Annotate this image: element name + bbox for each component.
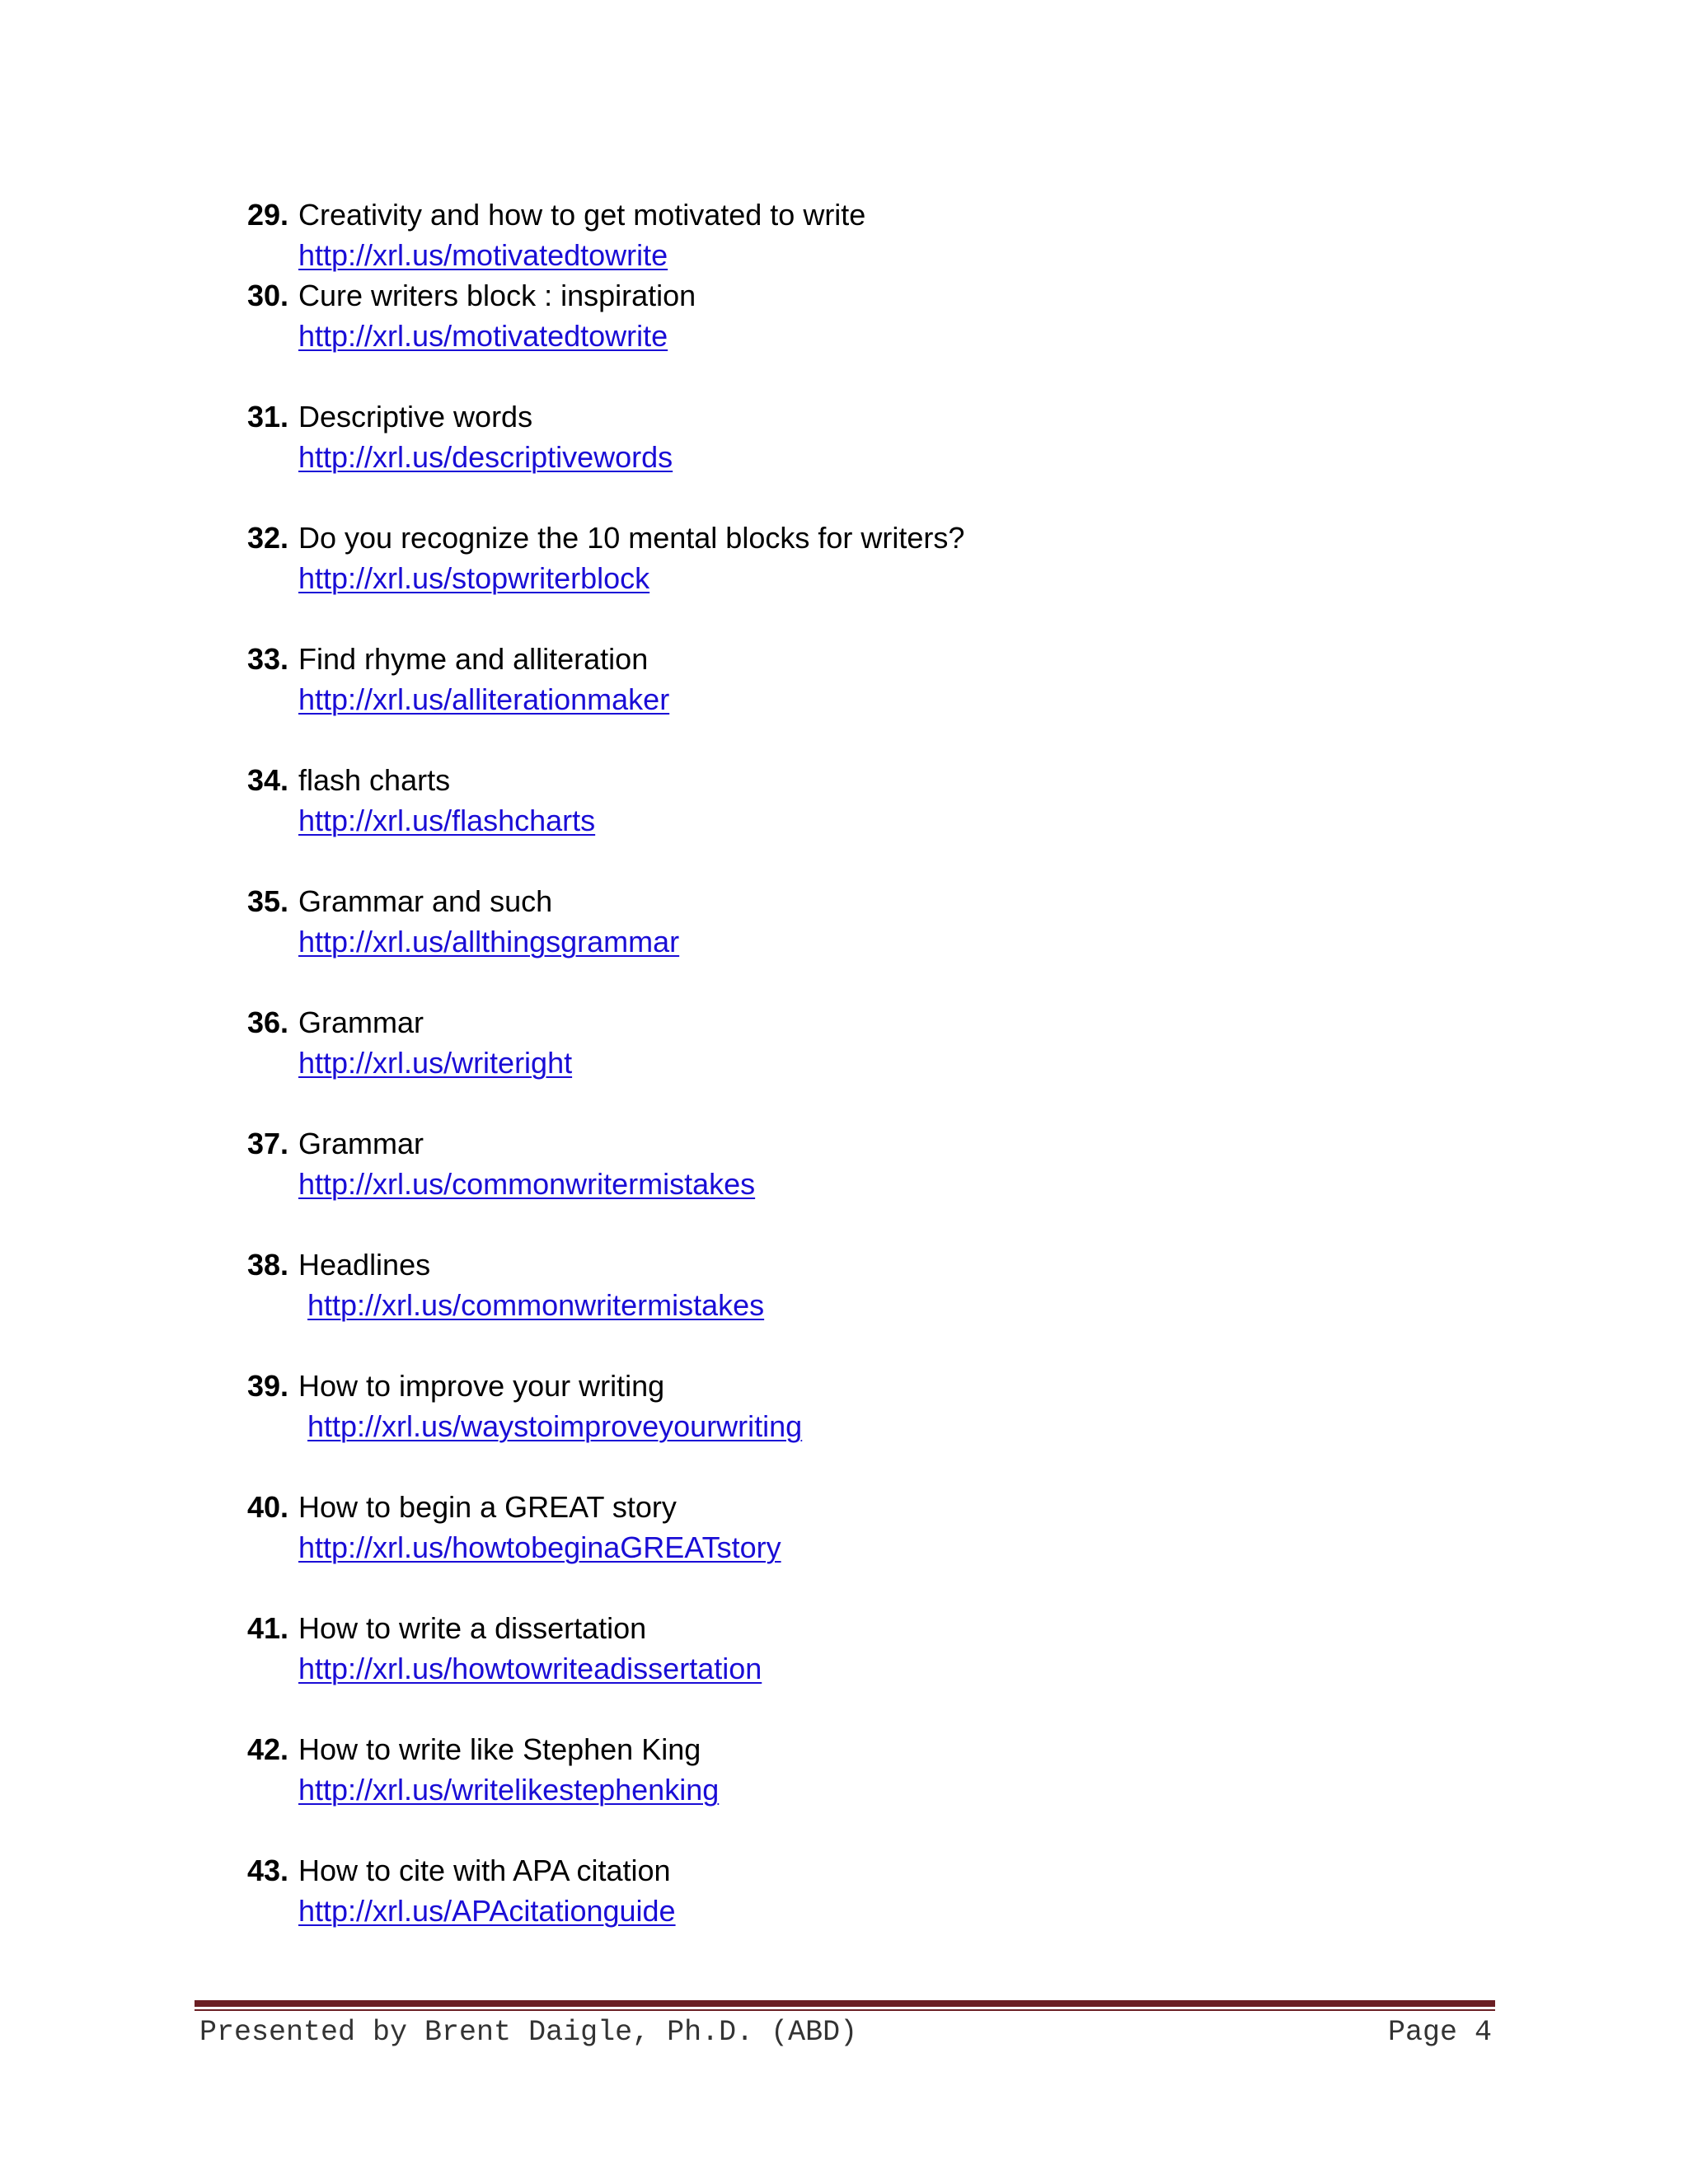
item-number: 34.: [247, 763, 289, 797]
item-link[interactable]: http://xrl.us/allthingsgrammar: [298, 925, 680, 958]
item-link[interactable]: http://xrl.us/commonwritermistakes: [298, 1167, 756, 1201]
item-title: Grammar: [298, 1005, 424, 1039]
item-title: Find rhyme and alliteration: [298, 642, 649, 676]
item-number: 40.: [247, 1490, 289, 1524]
item-number: 35.: [247, 884, 289, 918]
list-item: [247, 1608, 1484, 1689]
resource-list: [247, 194, 1484, 1931]
list-item: [247, 1123, 1484, 1204]
item-title: Cure writers block : inspiration: [298, 279, 696, 312]
item-title: Grammar: [298, 1127, 424, 1160]
item-link[interactable]: http://xrl.us/flashcharts: [298, 804, 596, 837]
item-title: Do you recognize the 10 mental blocks for writers?: [298, 521, 965, 555]
list-item: [247, 760, 1484, 841]
item-link[interactable]: http://xrl.us/descriptivewords: [298, 440, 673, 474]
item-title: Creativity and how to get motivated to write: [298, 198, 866, 232]
footer-divider: [195, 2000, 1495, 2007]
item-link[interactable]: http://xrl.us/howtobeginaGREATstory: [298, 1530, 781, 1564]
item-number: 29.: [247, 198, 289, 232]
item-number: 36.: [247, 1005, 289, 1039]
item-link[interactable]: http://xrl.us/motivatedtowrite: [298, 319, 668, 353]
item-link[interactable]: http://xrl.us/writelikestephenking: [298, 1773, 720, 1807]
footer-divider-thin: [195, 2009, 1495, 2011]
item-number: 30.: [247, 279, 289, 312]
item-title: How to write a dissertation: [298, 1611, 647, 1645]
list-item: [247, 1366, 1484, 1446]
item-number: 32.: [247, 521, 289, 555]
item-link[interactable]: http://xrl.us/motivatedtowrite: [298, 238, 668, 272]
item-title: How to write like Stephen King: [298, 1732, 701, 1766]
item-link[interactable]: http://xrl.us/alliterationmaker: [298, 682, 670, 716]
item-title: Grammar and such: [298, 884, 553, 918]
footer-presenter: Presented by Brent Daigle, Ph.D. (ABD): [199, 2016, 858, 2049]
item-number: 42.: [247, 1732, 289, 1766]
list-item: [247, 639, 1484, 719]
item-title: How to begin a GREAT story: [298, 1490, 677, 1524]
item-link[interactable]: http://xrl.us/stopwriterblock: [298, 561, 650, 595]
item-number: 39.: [247, 1369, 289, 1403]
list-item: [247, 1244, 1484, 1325]
item-title: How to improve your writing: [298, 1369, 665, 1403]
item-number: 37.: [247, 1127, 289, 1160]
page-number: Page 4: [1387, 2016, 1492, 2049]
list-item: [247, 1002, 1484, 1083]
item-title: Headlines: [298, 1248, 431, 1282]
item-link[interactable]: http://xrl.us/waystoimproveyourwriting: [307, 1409, 803, 1443]
item-link[interactable]: http://xrl.us/howtowriteadissertation: [298, 1652, 762, 1685]
list-item: [247, 881, 1484, 962]
list-item: [247, 518, 1484, 598]
list-item: [247, 1729, 1484, 1810]
item-number: 31.: [247, 400, 289, 434]
item-link[interactable]: http://xrl.us/commonwritermistakes: [307, 1288, 765, 1322]
item-number: 33.: [247, 642, 289, 676]
item-link[interactable]: http://xrl.us/writeright: [298, 1046, 573, 1080]
item-title: How to cite with APA citation: [298, 1854, 671, 1887]
list-item: [247, 1487, 1484, 1568]
item-number: 41.: [247, 1611, 289, 1645]
item-number: 43.: [247, 1854, 289, 1887]
list-item: [247, 194, 1484, 275]
item-title: Descriptive words: [298, 400, 533, 434]
list-item: [247, 1850, 1484, 1931]
item-number: 38.: [247, 1248, 289, 1282]
item-link[interactable]: http://xrl.us/APAcitationguide: [298, 1894, 676, 1928]
item-title: flash charts: [298, 763, 451, 797]
list-item: [247, 275, 1484, 356]
list-item: [247, 396, 1484, 477]
